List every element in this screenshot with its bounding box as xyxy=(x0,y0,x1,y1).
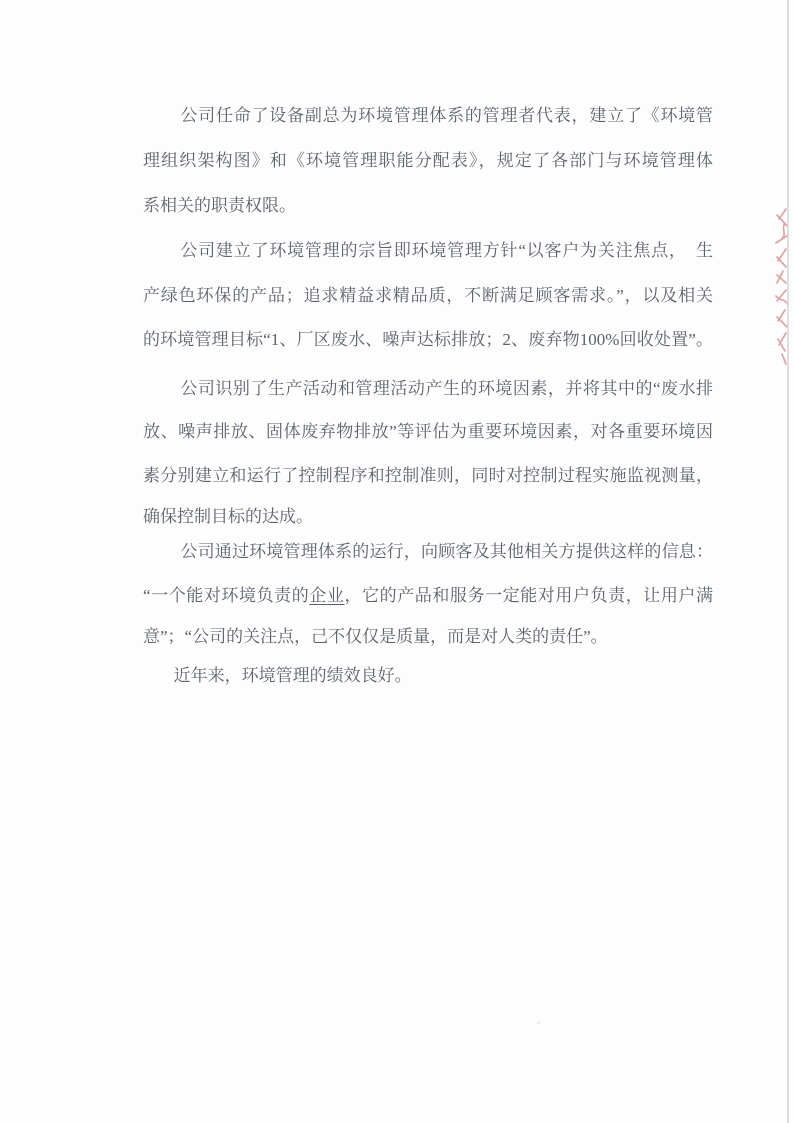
text-line: 公司识别了生产活动和管理活动产生的环境因素，并将其中的“废水排 xyxy=(180,379,713,398)
text-line: 近年来，环境管理的绩效良好。 xyxy=(173,666,412,685)
text-line: 素分别建立和运行了控制程序和控制准则，同时对控制过程实施监视测量， xyxy=(143,466,713,485)
text-line: 系相关的职责权限。 xyxy=(143,196,296,215)
underlined-text: 企业 xyxy=(309,586,345,605)
text-segment: ，它的产品和服务一定能对用户负责，让用户满 xyxy=(344,586,714,605)
text-line: 公司通过环境管理体系的运行，向顾客及其他相关方提供这样的信息： xyxy=(180,542,713,561)
text-line: 理组织架构图》和《环境管理职能分配表》，规定了各部门与环境管理体 xyxy=(143,151,713,170)
text-line: 意”；“公司的关注点，己不仅仅是质量，而是对人类的责任”。 xyxy=(143,627,608,646)
text-segment: “一个能对环境负责的 xyxy=(143,586,310,605)
scan-speck xyxy=(537,1021,540,1024)
text-line xyxy=(143,584,713,608)
text-line: 公司任命了设备副总为环境管理体系的管理者代表，建立了《环境管 xyxy=(180,106,713,125)
text-line: 放、噪声排放、固体废弃物排放”等评估为重要环境因素，对各重要环境因 xyxy=(143,422,713,441)
text-line: 产绿色环保的产品；追求精益求精品质，不断满足顾客需求。”，以及相关 xyxy=(143,286,713,305)
text-line: 确保控制目标的达成。 xyxy=(143,507,313,526)
text-line: 公司建立了环境管理的宗旨即环境管理方针“以客户为关注焦点， 生 xyxy=(180,241,713,260)
page-edge-line xyxy=(787,0,789,1123)
text-line: 的环境管理目标“1、厂区废水、噪声达标排放；2、废弃物100%回收处置”。 xyxy=(143,330,713,349)
